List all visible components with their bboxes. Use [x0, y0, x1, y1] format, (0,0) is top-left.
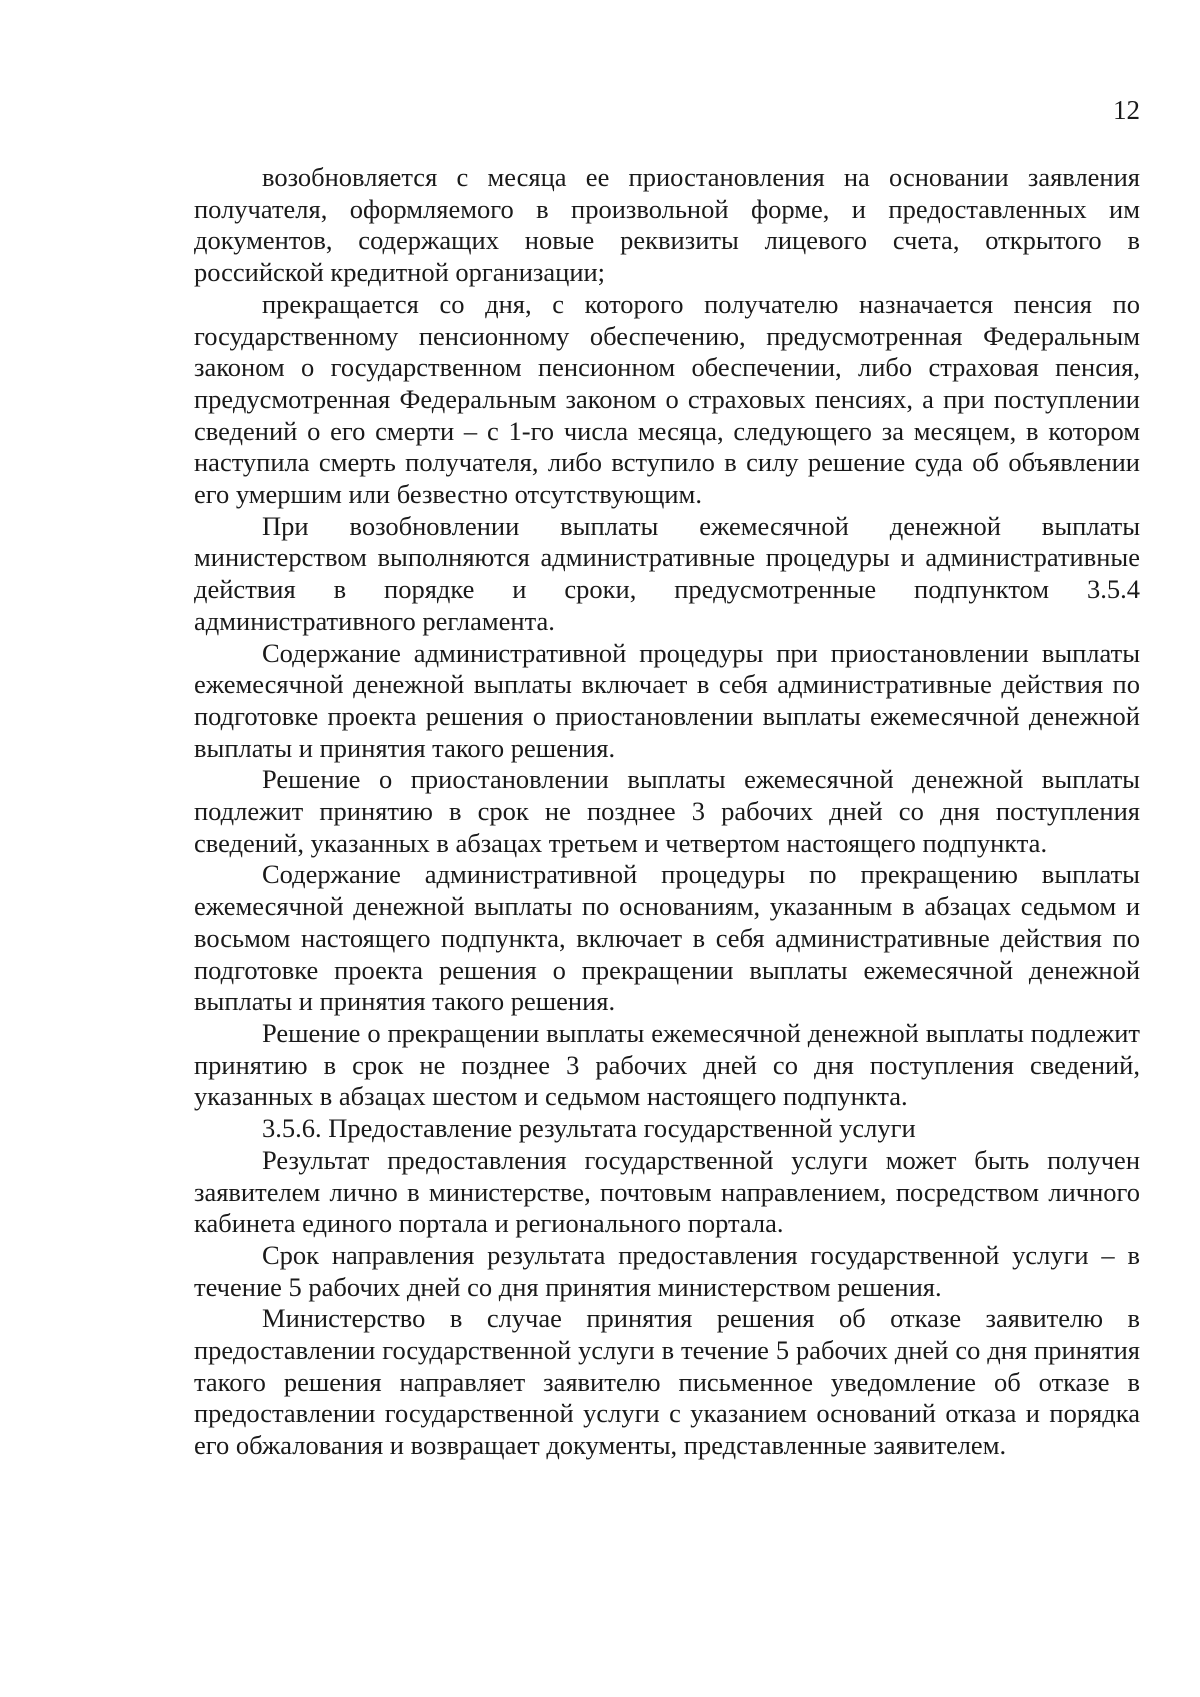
paragraph-result-delivery: Результат предоставления государственной услуги может быть получен заявителем лично в министерстве, почтовым направлением, посредством личного кабинета единого портала и регионального портала.: [194, 1144, 1140, 1239]
paragraph-suspension-decision-term: Решение о приостановлении выплаты ежемесячной денежной выплаты подлежит принятию в срок не позднее 3 рабочих дней со дня поступления сведений, указанных в абзацах третьем и четвертом настоящего подпункта.: [194, 764, 1140, 858]
paragraph-termination-procedure: Содержание административной процедуры по прекращению выплаты ежемесячной денежной выплаты по основаниям, указанным в абзацах седьмом и восьмом настоящего подпункта, включает в себя административные действия по подготовке проекта решения о прекращении выплаты ежемесячной денежной выплаты и принятия такого решения.: [194, 859, 1140, 1017]
paragraph-resumption-conditions: возобновляется с месяца ее приостановления на основании заявления получателя, оформляемого в произвольной форме, и предоставленных им документов, содержащих новые реквизиты лицевого счета, открытого в российской кредитной организации;: [194, 162, 1140, 288]
paragraph-termination-conditions: прекращается со дня, с которого получателю назначается пенсия по государственному пенсионному обеспечению, предусмотренная Федеральным законом о государственном пенсионном обеспечении, либо страховая пенсия, предусмотренная Федеральным законом о страховых пенсиях, а при поступлении сведений о его смерти – с 1-го числа месяца, следующего за месяцем, в котором наступила смерть получателя, либо вступило в силу решение суда об объявлении его умершим или безвестно отсутствующим.: [194, 288, 1140, 510]
section-heading-3-5-6: 3.5.6. Предоставление результата государственной услуги: [262, 1113, 916, 1144]
page-number: 12: [1113, 95, 1140, 125]
paragraph-refusal-notice: Министерство в случае принятия решения об отказе заявителю в предоставлении государственной услуги в течение 5 рабочих дней со дня принятия такого решения направляет заявителю письменное уведомление об отказе в предоставлении государственной услуги с указанием оснований отказа и порядка его обжалования и возвращает документы, представленные заявителем.: [194, 1303, 1140, 1461]
paragraph-termination-decision-term: Решение о прекращении выплаты ежемесячной денежной выплаты подлежит принятию в срок не позднее 3 рабочих дней со дня поступления сведений, указанных в абзацах шестом и седьмом настоящего подпункта.: [194, 1017, 1140, 1112]
paragraph-suspension-procedure: Содержание административной процедуры при приостановлении выплаты ежемесячной денежной выплаты включает в себя административные действия по подготовке проекта решения о приостановлении выплаты ежемесячной денежной выплаты и принятия такого решения.: [194, 637, 1140, 763]
paragraph-resumption-procedures: При возобновлении выплаты ежемесячной денежной выплаты министерством выполняются административные процедуры и административные действия в порядке и сроки, предусмотренные подпунктом 3.5.4 административного регламента.: [194, 510, 1140, 636]
paragraph-result-term: Срок направления результата предоставления государственной услуги – в течение 5 рабочих дней со дня принятия министерством решения.: [194, 1239, 1140, 1302]
document-body: [194, 162, 1140, 1462]
